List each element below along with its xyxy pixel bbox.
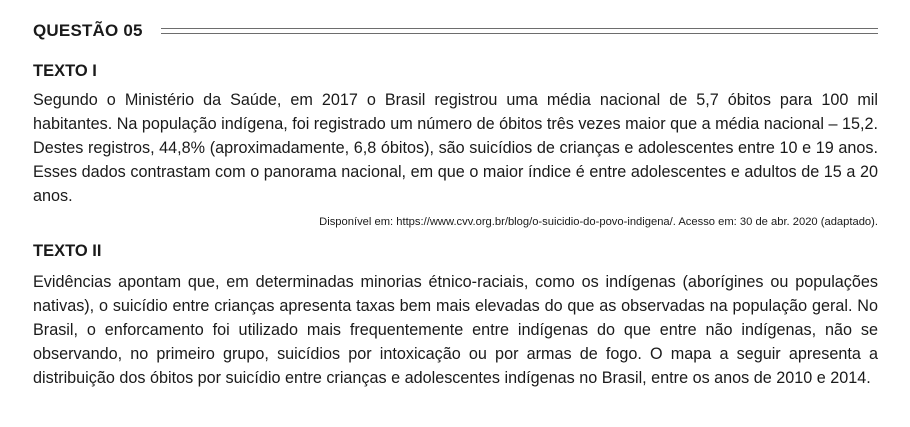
texto-1-body: Segundo o Ministério da Saúde, em 2017 o Brasil registrou uma média nacional de 5,7 óbitos para 100 mil habitantes. Na população indígena, foi registrado um número de óbitos três vezes maior que a média nacional – 15,2. Destes registros, 44,8% (aproximadamente, 6,8 óbitos), são suicídios de crianças e adolescentes entre 10 e 19 anos. Esses dados contrastam com o panorama nacional, em que o maior índice é entre adolescentes e adultos de 15 a 20 anos. (33, 91, 878, 205)
texto-2-title: TEXTO II (33, 242, 102, 260)
texto-2-body: Evidências apontam que, em determinadas minorias étnico-raciais, como os indígenas (aborígines ou populações nativas), o suicídio entre crianças apresenta taxas bem mais elevadas do que as observadas na população geral. No Brasil, o enforcamento foi utilizado mais frequentemente entre indígenas do que entre não indígenas, não se observando, no primeiro grupo, suicídios por intoxicação ou por armas de fogo. O mapa a seguir apresenta a distribuição dos óbitos por suicídio entre crianças e adolescentes indígenas no Brasil, entre os anos de 2010 e 2014. (33, 273, 878, 387)
texto-1-source: Disponível em: https://www.cvv.org.br/blog/o-suicidio-do-povo-indigena/. Acesso em: 30 de abr. 2020 (adaptado). (319, 216, 878, 228)
texto-1-title: TEXTO I (33, 62, 97, 80)
question-title: QUESTÃO 05 (33, 21, 143, 40)
header-divider (161, 28, 878, 34)
question-header (33, 18, 878, 44)
